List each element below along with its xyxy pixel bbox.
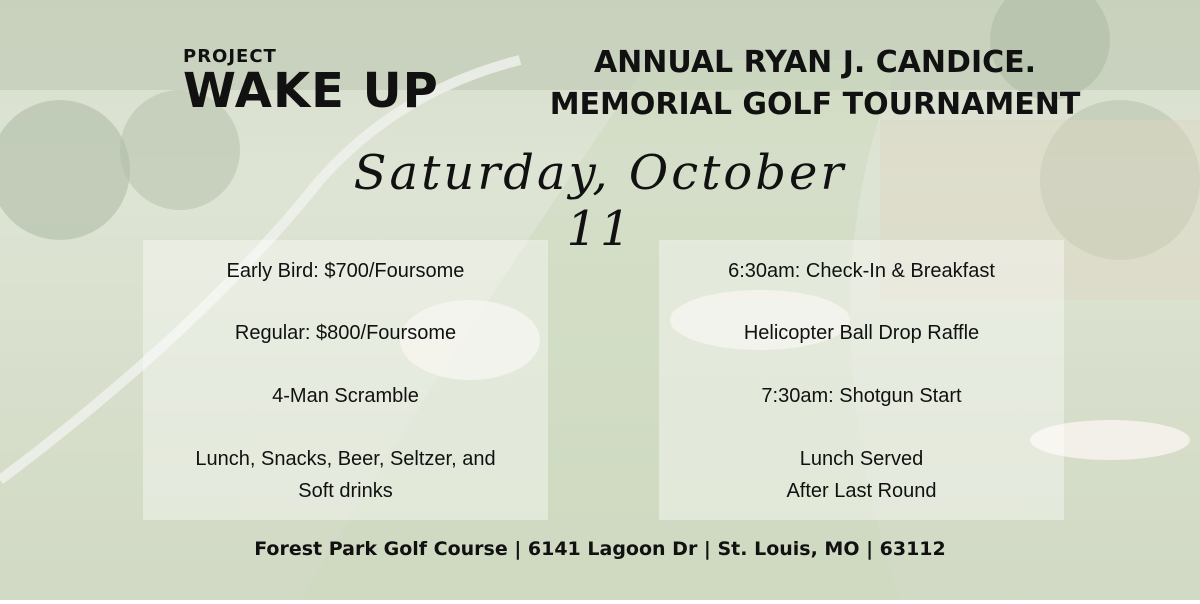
logo-big-text: WAKE UP — [183, 63, 439, 119]
pricing-panel — [143, 240, 548, 520]
venue-address: Forest Park Golf Course | 6141 Lagoon Dr | St. Louis, MO | 63112 — [254, 538, 946, 560]
list-item: Early Bird: $700/Foursome — [226, 260, 465, 282]
list-item: Lunch Served — [799, 448, 924, 470]
list-item: Helicopter Ball Drop Raffle — [743, 322, 980, 344]
list-item: 6:30am: Check-In & Breakfast — [728, 260, 995, 282]
list-item: 4-Man Scramble — [272, 385, 419, 407]
event-title — [545, 42, 1085, 126]
list-item: 7:30am: Shotgun Start — [761, 385, 962, 407]
schedule-panel — [659, 240, 1064, 520]
event-date: Saturday, October 11 — [353, 145, 847, 257]
list-item: Soft drinks — [298, 480, 393, 502]
title-line-1: ANNUAL RYAN J. CANDICE. — [593, 45, 1037, 80]
logo-small-text: PROJECT — [183, 46, 277, 67]
list-item: After Last Round — [786, 480, 937, 502]
list-item: Lunch, Snacks, Beer, Seltzer, and — [195, 448, 496, 470]
list-item: Regular: $800/Foursome — [234, 322, 457, 344]
project-wake-up-logo — [183, 46, 439, 119]
title-line-2: MEMORIAL GOLF TOURNAMENT — [549, 87, 1081, 122]
